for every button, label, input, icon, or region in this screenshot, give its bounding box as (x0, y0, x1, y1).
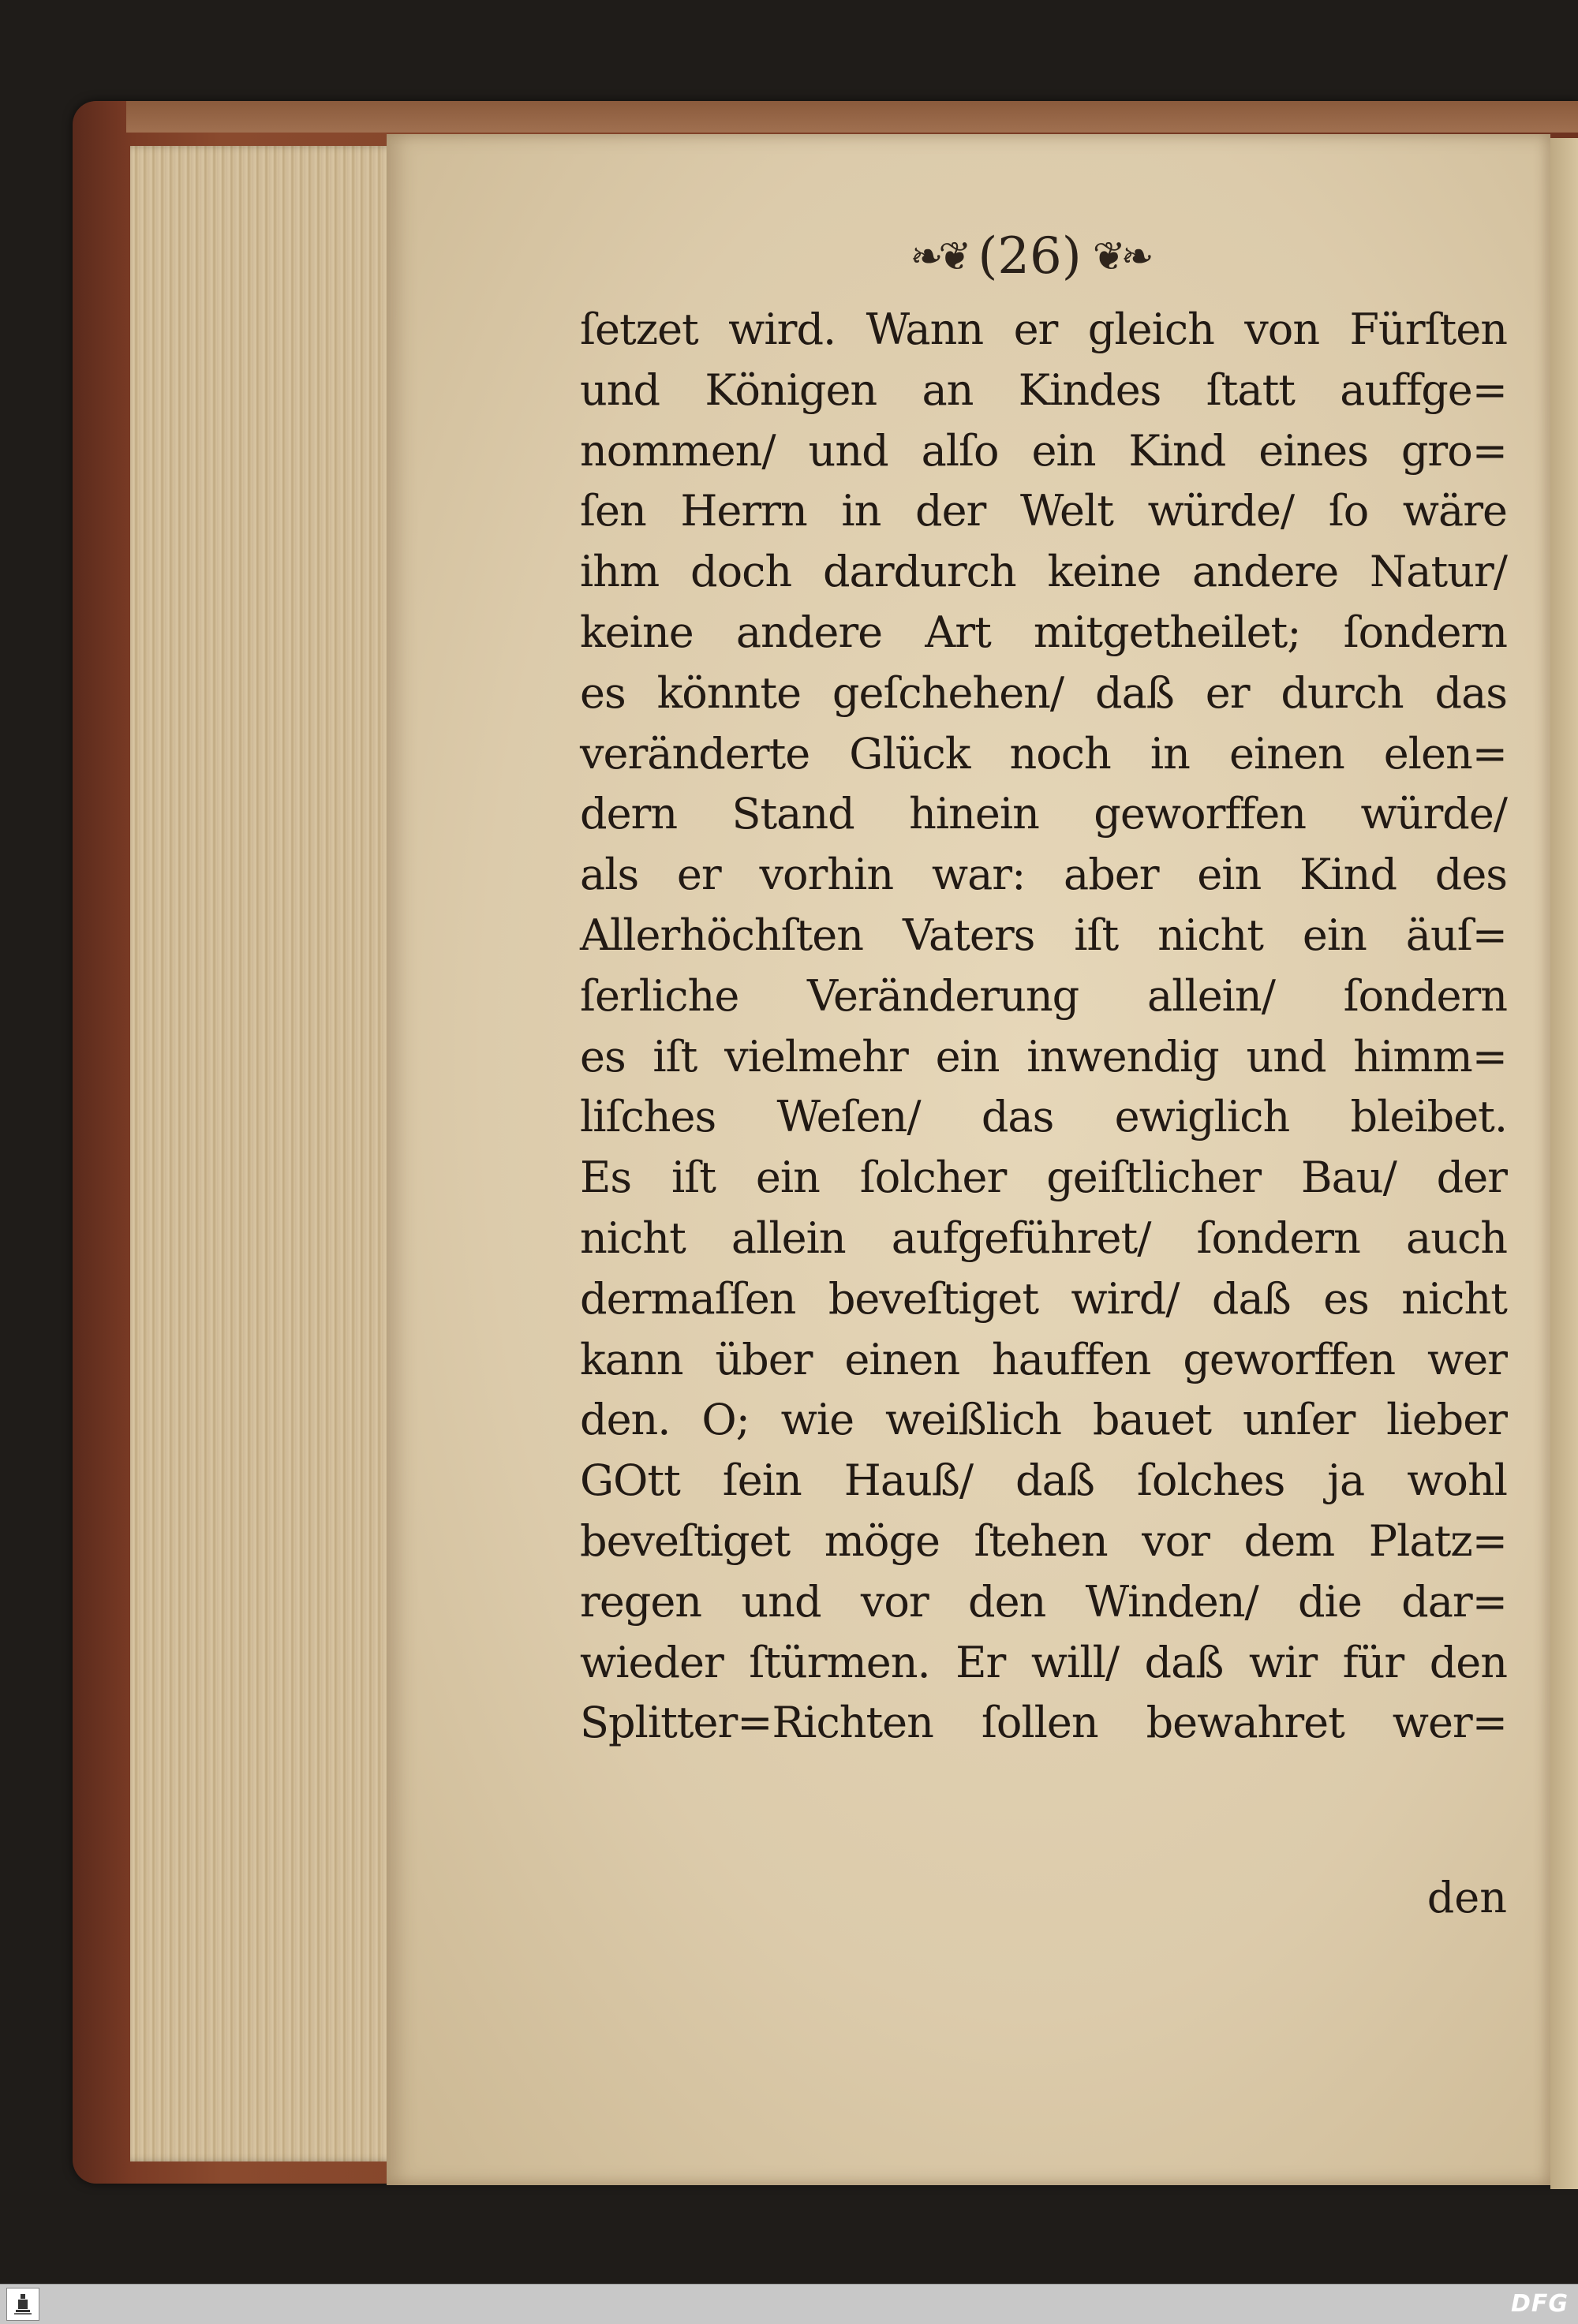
text-line: Es iſt ein ſolcher geiſtlicher Bau/ der (580, 1153, 1507, 1203)
text-line: dermaſſen beveſtiget wird/ daß es nicht (580, 1273, 1507, 1324)
text-line: nommen/ und alſo ein Kind eines gro= (580, 425, 1507, 476)
page-number: (26) (978, 227, 1082, 286)
text-line: es iſt vielmehr ein inwendig und himm= (580, 1031, 1507, 1082)
facing-page-edge (1550, 138, 1578, 2189)
ornament-left-icon: ❧❦ (910, 234, 967, 279)
library-logo-icon[interactable] (6, 2288, 39, 2321)
text-line: keine andere Art mitgetheilet; ſondern (580, 607, 1507, 657)
text-line: liſches Weſen/ das ewiglich bleibet. (580, 1092, 1507, 1142)
text-line: Allerhöchſten Vaters iſt nicht ein äuſ= (580, 910, 1507, 960)
text-line: und Königen an Kindes ſtatt auffge= (580, 364, 1507, 415)
text-line: als er vorhin war: aber ein Kind des (580, 850, 1507, 900)
text-line: dern Stand hinein geworffen würde/ (580, 789, 1507, 839)
text-line: veränderte Glück noch in einen elen= (580, 728, 1507, 779)
page-text (580, 300, 1507, 1754)
text-line: wieder ſtürmen. Er will/ daß wir für den (580, 1637, 1507, 1687)
text-line: ſen Herrn in der Welt würde/ ſo wäre (580, 486, 1507, 536)
catchword: den (1427, 1873, 1507, 1922)
text-line: ihm doch dardurch keine andere Natur/ (580, 547, 1507, 597)
text-line: nicht allein aufgeführet/ ſondern auch (580, 1212, 1507, 1263)
text-line: ſetzet wird. Wann er gleich von Fürſten (580, 305, 1507, 354)
text-line: Splitter=Richten ſollen bewahret wer= (580, 1698, 1507, 1748)
text-line: kann über einen hauffen geworffen wer (580, 1334, 1507, 1384)
text-line: den. O; wie weißlich bauet unſer lieber (580, 1395, 1507, 1445)
page-header (852, 221, 1207, 292)
text-line: regen und vor den Winden/ die dar= (580, 1576, 1507, 1627)
ornament-right-icon: ❦❧ (1092, 234, 1150, 279)
dfg-logo[interactable]: DFG (1510, 2290, 1569, 2318)
cover-top-edge (126, 101, 1578, 133)
text-line: es könnte geſchehen/ daß er durch das (580, 667, 1507, 718)
page-edges (130, 146, 402, 2161)
text-line: beveſtiget möge ſtehen vor dem Platz= (580, 1515, 1507, 1566)
text-line: GOtt ſein Hauß/ daß ſolches ja wohl (580, 1455, 1507, 1506)
viewer-footer (0, 2284, 1578, 2324)
text-line: ſerliche Veränderung allein/ ſondern (580, 970, 1507, 1021)
